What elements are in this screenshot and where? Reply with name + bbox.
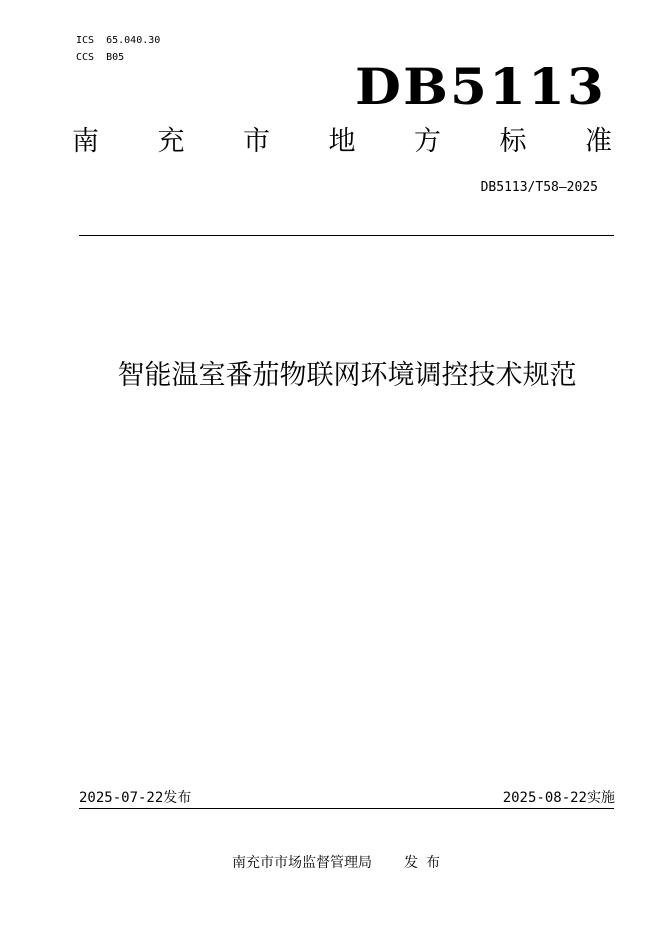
- standard-type-char: 方: [414, 126, 441, 157]
- implement-label: 实施: [587, 790, 615, 806]
- implement-date-line: [503, 788, 615, 808]
- footer-divider: [79, 808, 614, 809]
- publish-date-line: [79, 788, 191, 808]
- ccs-code: CCS B05: [76, 52, 125, 63]
- standard-type-char: 南: [72, 126, 99, 157]
- issuing-authority: 南充市市场监督管理局: [232, 855, 372, 871]
- standard-type-char: 充: [157, 126, 185, 157]
- standard-logo: DB5113: [355, 57, 606, 116]
- issuer-line: [0, 853, 662, 873]
- standard-type-char: 标: [499, 126, 527, 157]
- issue-label: 发布: [404, 855, 448, 871]
- standard-type-char: 地: [328, 126, 356, 157]
- standard-type-char: 准: [585, 126, 612, 157]
- header-divider: [79, 235, 614, 236]
- standard-type-char: 市: [243, 126, 270, 157]
- standard-number: DB5113/T58—2025: [480, 180, 598, 195]
- document-title: 智能温室番茄物联网环境调控技术规范: [117, 360, 577, 391]
- standard-type-heading: [72, 124, 612, 160]
- classification-codes: [76, 32, 160, 66]
- publish-date: 2025-07-22: [79, 790, 164, 806]
- publish-label: 发布: [163, 790, 192, 806]
- ics-code: ICS 65.040.30: [76, 35, 161, 46]
- implement-date: 2025-08-22: [502, 790, 587, 806]
